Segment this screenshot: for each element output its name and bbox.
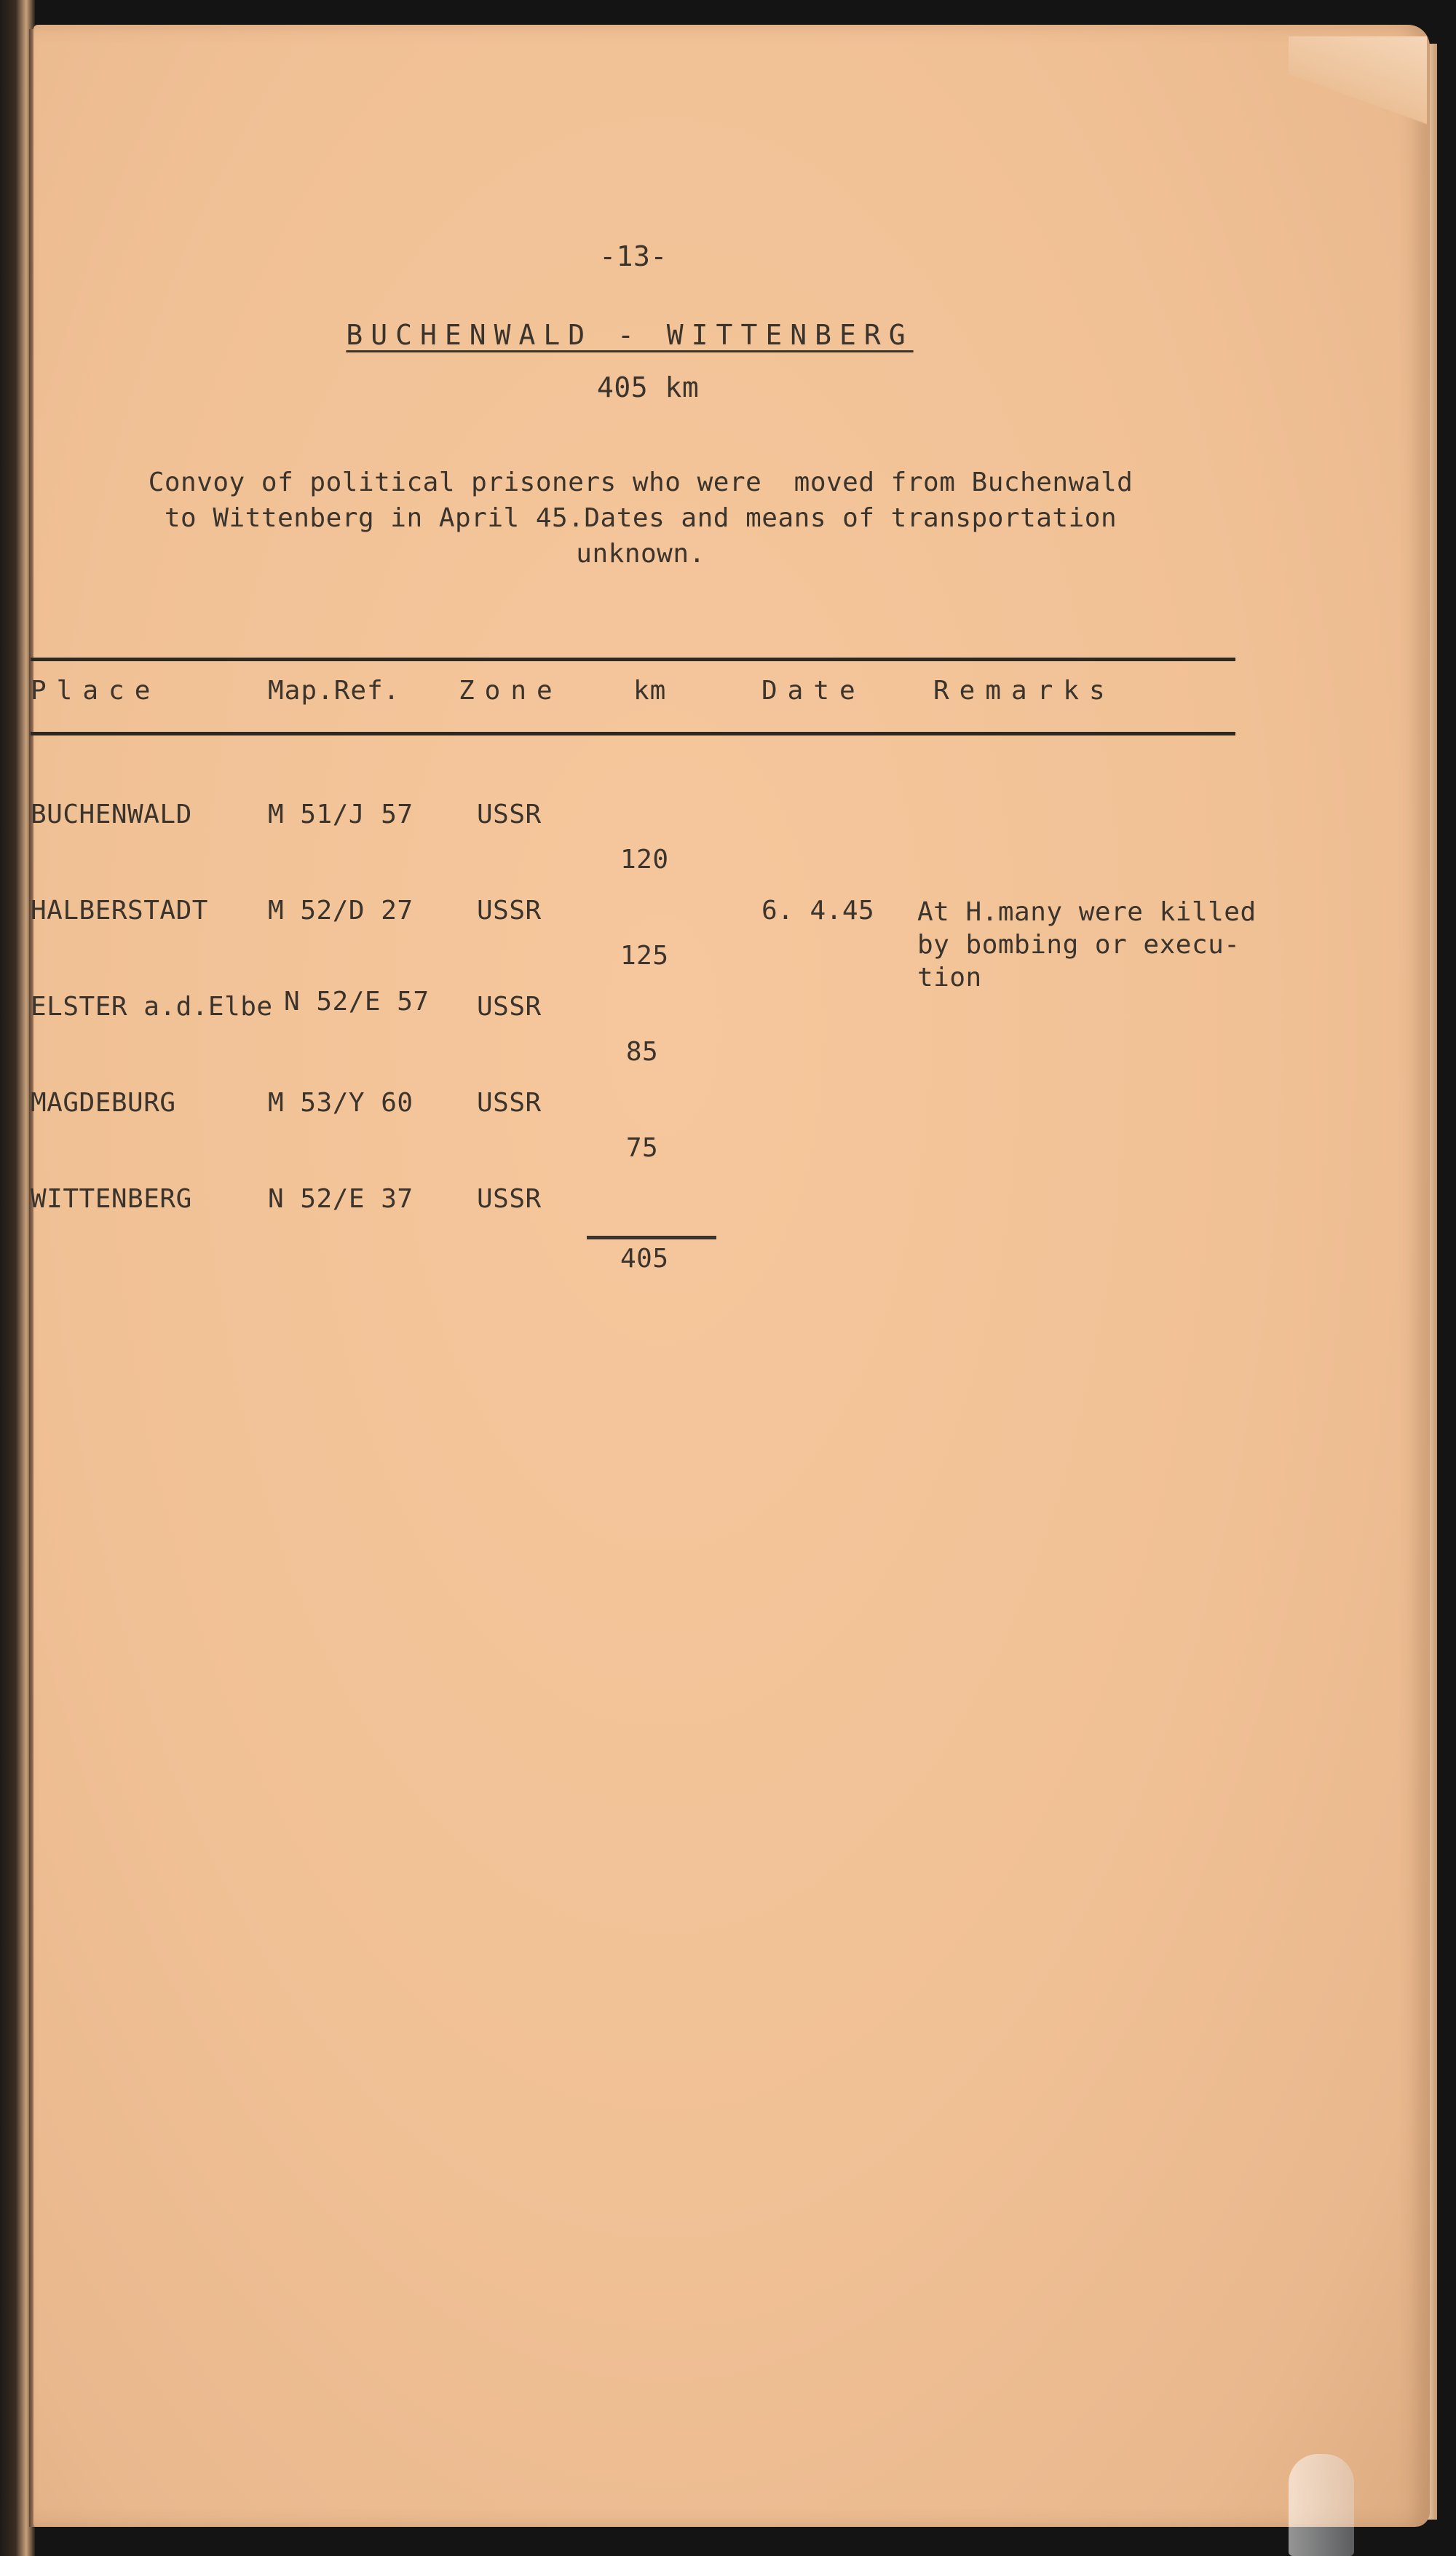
zone-cell: USSR <box>477 800 542 829</box>
map-ref-cell: M 51/J 57 <box>268 800 414 829</box>
place-cell: WITTENBERG <box>31 1184 192 1214</box>
paper-clip <box>1289 2454 1354 2556</box>
remarks-line: by bombing or execu- <box>917 930 1241 960</box>
place-cell: HALBERSTADT <box>31 896 208 926</box>
header-km: km <box>633 676 667 706</box>
header-map-ref: Map.Ref. <box>268 676 400 706</box>
zone-cell: USSR <box>477 1088 542 1118</box>
table-top-rule <box>31 658 1235 661</box>
header-date: Date <box>761 676 866 706</box>
total-km: 405 <box>620 1244 669 1274</box>
place-cell: MAGDEBURG <box>31 1088 176 1118</box>
remarks-line: At H.many were killed <box>917 897 1257 927</box>
sum-rule <box>587 1236 716 1239</box>
document-title: BUCHENWALD - WITTENBERG <box>346 319 914 351</box>
header-place: Place <box>31 676 161 706</box>
zone-cell: USSR <box>477 896 542 926</box>
intro-line: to Wittenberg in April 45.Dates and means of transportation <box>164 503 1117 533</box>
intro-line: Convoy of political prisoners who were moved from Buchenwald <box>148 468 1133 497</box>
place-cell: ELSTER a.d.Elbe <box>31 992 273 1022</box>
place-cell: BUCHENWALD <box>31 800 192 829</box>
intro-paragraph <box>58 465 1223 572</box>
total-distance: 405 km <box>597 371 700 403</box>
header-remarks: Remarks <box>933 676 1115 706</box>
map-ref-cell: N 52/E 57 <box>284 987 430 1017</box>
segment-km: 75 <box>625 1133 659 1163</box>
map-ref-cell: M 52/D 27 <box>268 896 414 926</box>
date-cell: 6. 4.45 <box>761 896 875 926</box>
segment-km: 125 <box>620 941 669 971</box>
zone-cell: USSR <box>477 992 542 1022</box>
map-ref-cell: N 52/E 37 <box>268 1184 414 1214</box>
header-zone: Zone <box>459 676 563 706</box>
page-number: -13- <box>599 240 668 272</box>
remarks-cell <box>917 896 1257 994</box>
map-ref-cell: M 53/Y 60 <box>268 1088 414 1118</box>
table-header-rule <box>31 732 1235 735</box>
segment-km: 85 <box>625 1037 659 1067</box>
document-page <box>33 25 1430 2527</box>
segment-km: 120 <box>620 845 669 875</box>
folded-corner <box>1289 36 1427 131</box>
zone-cell: USSR <box>477 1184 542 1214</box>
intro-line: unknown. <box>576 539 705 569</box>
remarks-line: tion <box>917 963 982 993</box>
